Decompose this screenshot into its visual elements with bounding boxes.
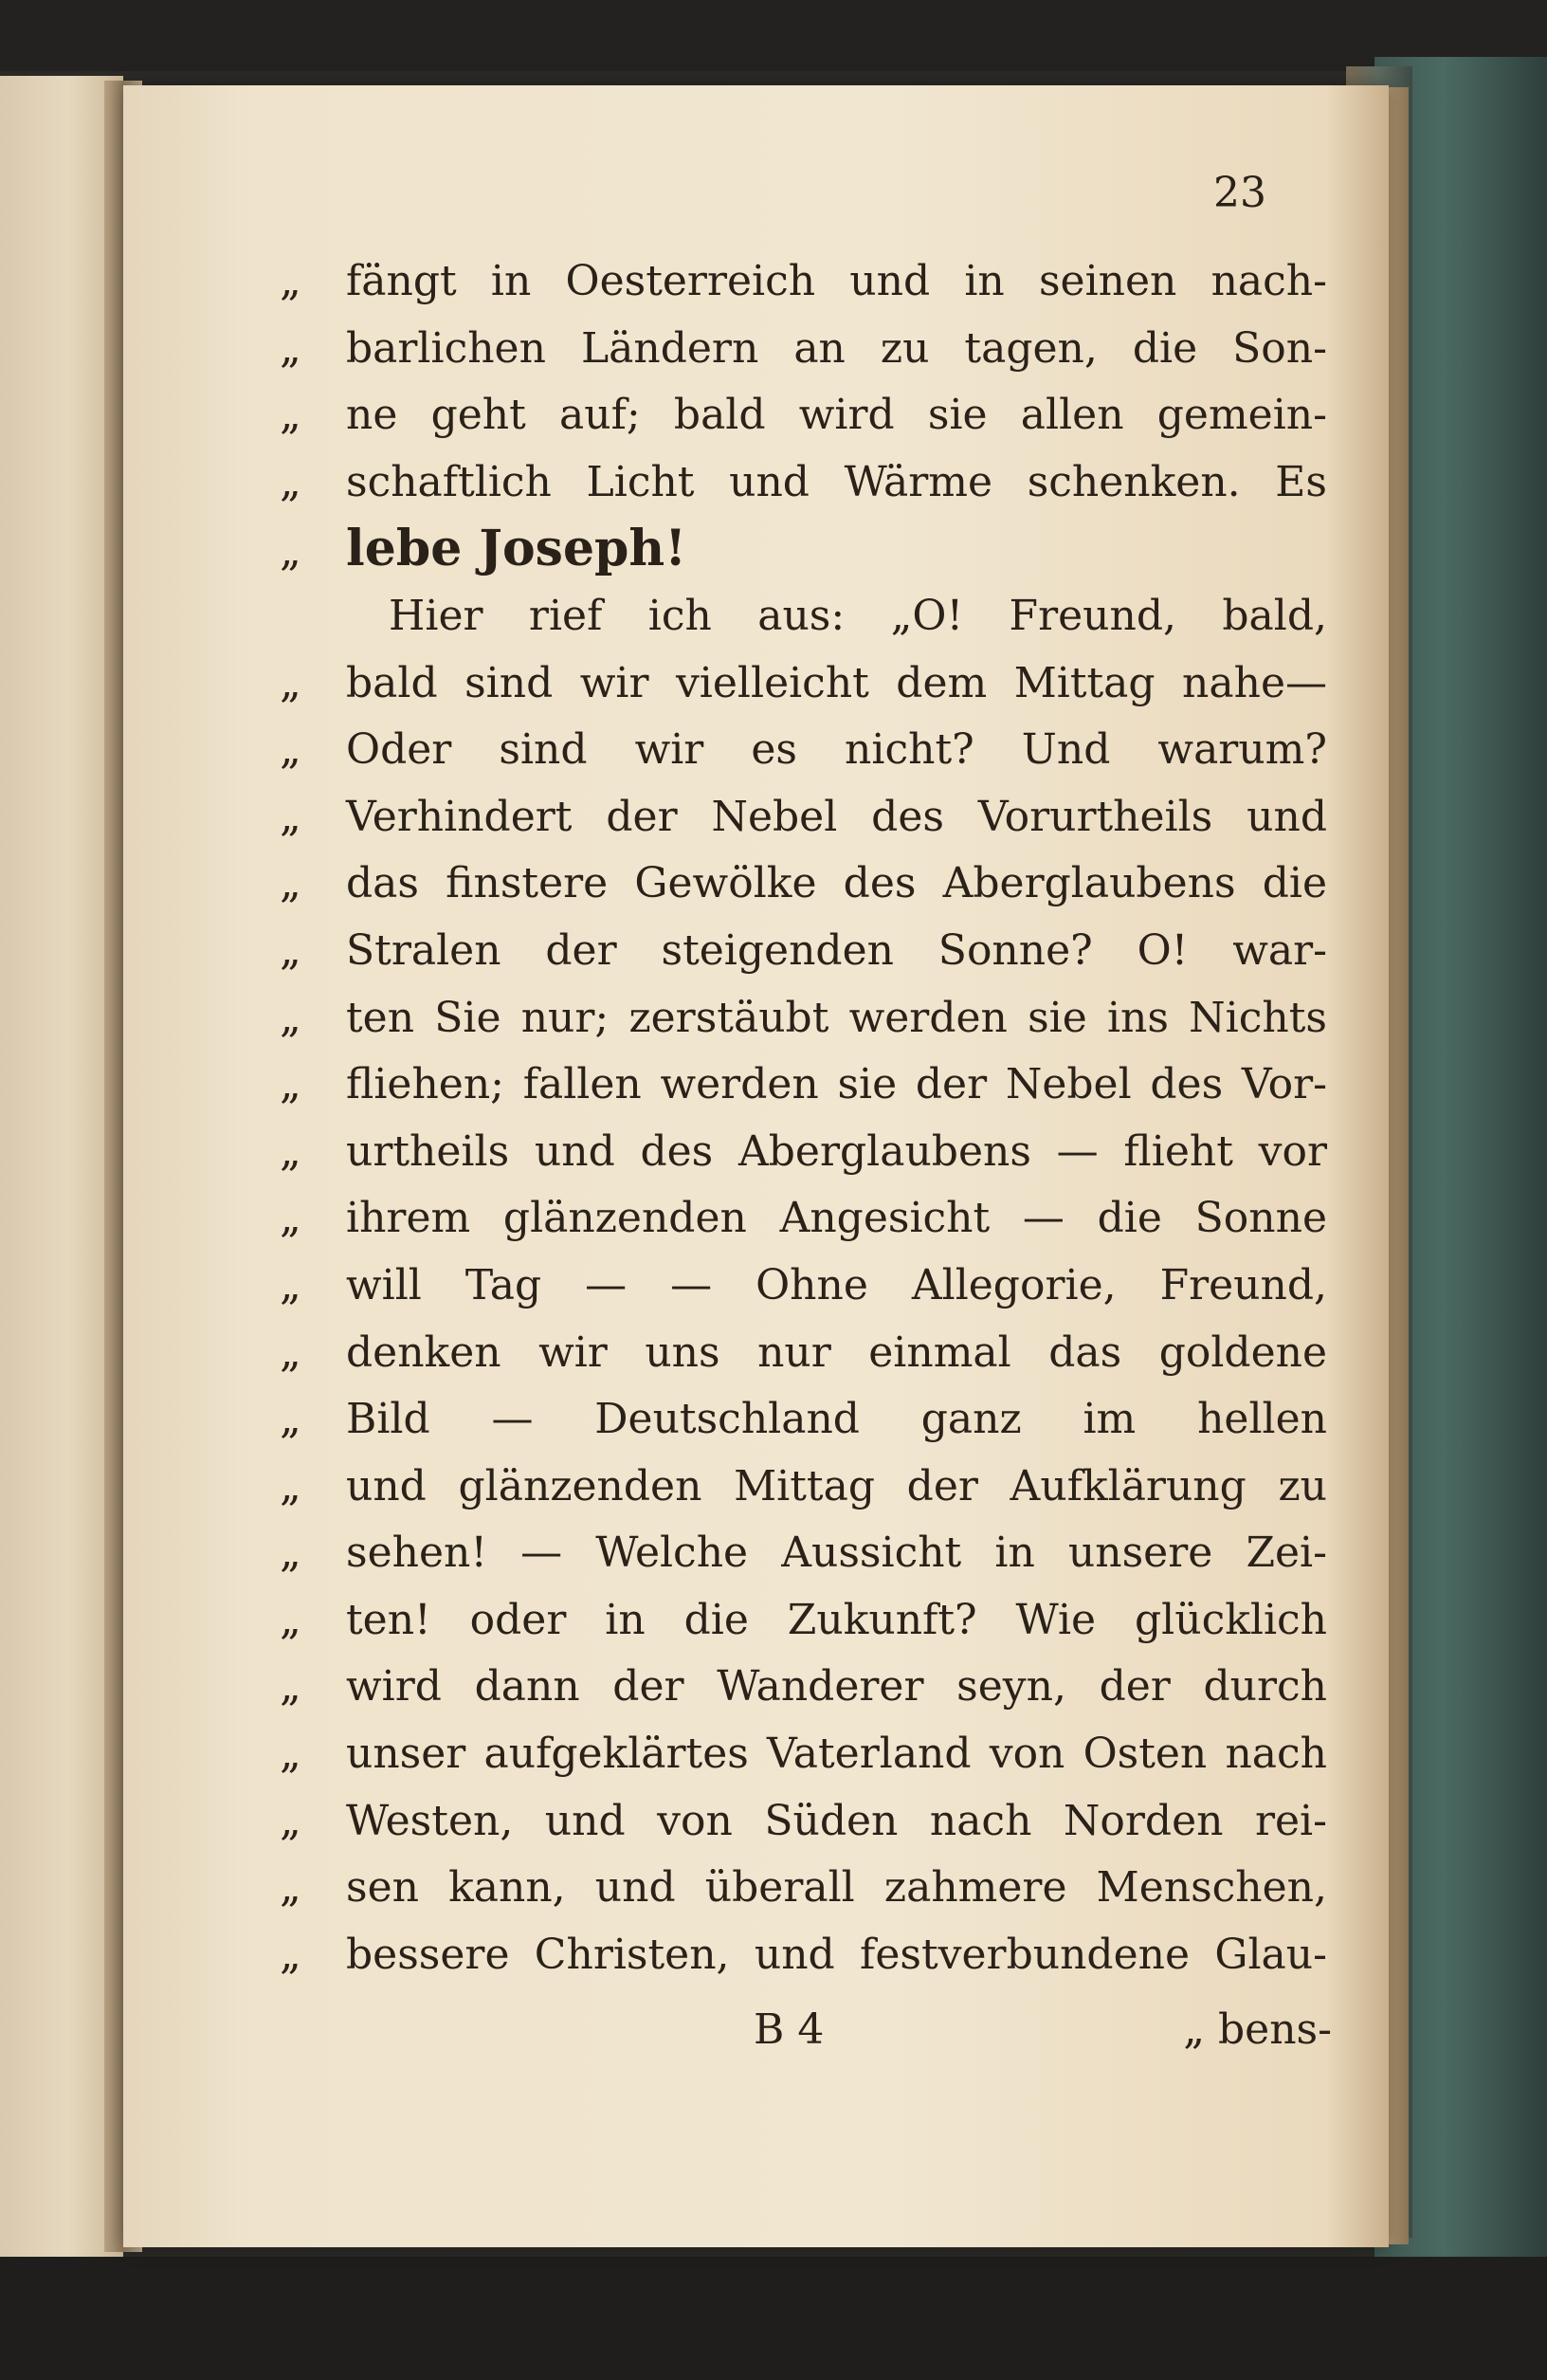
line-text: sehen! — Welche Aussicht in unsere Zei-: [346, 1529, 1327, 1578]
line-text: und glänzenden Mittag der Aufklärung zu: [346, 1461, 1327, 1510]
line-text: bald sind wir vielleicht dem Mittag nahe—: [346, 658, 1327, 707]
text-line: [280, 1587, 1332, 1655]
text-line: [280, 1119, 1332, 1186]
page-number: 23: [1213, 169, 1266, 217]
text-line: [280, 382, 1332, 449]
line-text: ihrem glänzenden Angesicht — die Sonne: [346, 1194, 1327, 1243]
quote-mark: „: [280, 1863, 301, 1913]
line-text: Stralen der steigenden Sonne? O! war-: [346, 925, 1327, 975]
quote-mark: „: [280, 1461, 301, 1510]
text-line: [280, 1654, 1332, 1721]
line-text: sen kann, und überall zahmere Menschen,: [346, 1863, 1327, 1913]
page-stack-edge: [1386, 87, 1409, 2244]
quote-mark: „: [280, 993, 301, 1042]
text-line: [280, 316, 1332, 383]
text-line: [280, 1922, 1332, 1989]
line-text: fängt in Oesterreich und in seinen nach-: [346, 257, 1327, 305]
line-text: ten Sie nur; zerstäubt werden sie ins Nichts: [346, 993, 1327, 1042]
quote-mark: „: [280, 925, 301, 975]
line-text: urtheils und des Aberglaubens — flieht vor: [346, 1126, 1327, 1176]
text-line: [280, 784, 1332, 851]
text-line: [280, 918, 1332, 985]
text-line: [280, 248, 1332, 316]
text-line: [280, 1253, 1332, 1320]
line-text: Westen, und von Süden nach Norden rei-: [346, 1796, 1327, 1845]
text-line: [280, 717, 1332, 784]
quote-mark: „: [280, 792, 301, 841]
quote-mark: „: [280, 1730, 301, 1779]
line-text: Oder sind wir es nicht? Und warum?: [346, 725, 1327, 775]
text-line: [280, 516, 1332, 583]
quote-mark: „: [280, 1930, 301, 1979]
quote-mark: „: [280, 725, 301, 775]
background-bottom: [0, 2257, 1547, 2380]
text-line: [280, 1185, 1332, 1253]
quote-mark: „: [280, 1327, 301, 1377]
text-line: [280, 1721, 1332, 1788]
quote-mark: „: [280, 1796, 301, 1845]
text-line: [280, 1855, 1332, 1922]
line-text: fliehen; fallen werden sie der Nebel des Vor-: [346, 1060, 1327, 1109]
text-line: [280, 1052, 1332, 1119]
quote-mark: „: [280, 527, 301, 577]
quote-mark: „: [280, 1395, 301, 1444]
quote-mark: „: [280, 257, 301, 305]
text-line: [280, 1386, 1332, 1454]
quote-mark: „: [280, 1126, 301, 1176]
text-line: [280, 1454, 1332, 1521]
line-text: lebe Joseph!: [346, 520, 687, 578]
text-line: [280, 851, 1332, 918]
text-line: [280, 1788, 1332, 1856]
page-text: [280, 248, 1332, 1988]
quote-mark: „: [280, 1194, 301, 1243]
quote-mark: „: [280, 1662, 301, 1712]
quote-mark: „: [280, 1595, 301, 1644]
line-text: Hier rief ich aus: „O! Freund, bald,: [389, 591, 1327, 640]
quote-mark: „: [280, 457, 301, 506]
signature-mark: B 4: [754, 2005, 825, 2054]
line-text: Bild — Deutschland ganz im hellen: [346, 1395, 1327, 1444]
background-top: [0, 0, 1547, 71]
page-footer: [280, 2005, 1332, 2072]
line-text: wird dann der Wanderer seyn, der durch: [346, 1662, 1327, 1712]
text-line: [280, 1520, 1332, 1587]
quote-mark: „: [280, 1260, 301, 1309]
quote-mark: „: [280, 323, 301, 373]
line-text: das finstere Gewölke des Aberglaubens die: [346, 859, 1327, 908]
line-text: unser aufgeklärtes Vaterland von Osten nach: [346, 1730, 1327, 1779]
text-line: [280, 1320, 1332, 1387]
line-text: will Tag — — Ohne Allegorie, Freund,: [346, 1260, 1327, 1309]
catchword: „ bens-: [1183, 2005, 1332, 2054]
text-line: [280, 449, 1332, 517]
quote-mark: „: [280, 391, 301, 440]
quote-mark: „: [280, 1529, 301, 1578]
quote-mark: „: [280, 859, 301, 908]
text-line: [280, 583, 1332, 650]
quote-mark: „: [280, 1060, 301, 1109]
line-text: bessere Christen, und festverbundene Glau-: [346, 1930, 1327, 1979]
line-text: denken wir uns nur einmal das goldene: [346, 1327, 1327, 1377]
line-text: ten! oder in die Zukunft? Wie glücklich: [346, 1595, 1327, 1644]
line-text: schaftlich Licht und Wärme schenken. Es: [346, 457, 1327, 506]
line-text: ne geht auf; bald wird sie allen gemein-: [346, 391, 1327, 440]
text-line: [280, 985, 1332, 1053]
text-line: [280, 650, 1332, 718]
line-text: Verhindert der Nebel des Vorurtheils und: [346, 792, 1327, 841]
quote-mark: „: [280, 658, 301, 707]
line-text: barlichen Ländern an zu tagen, die Son-: [346, 323, 1327, 373]
